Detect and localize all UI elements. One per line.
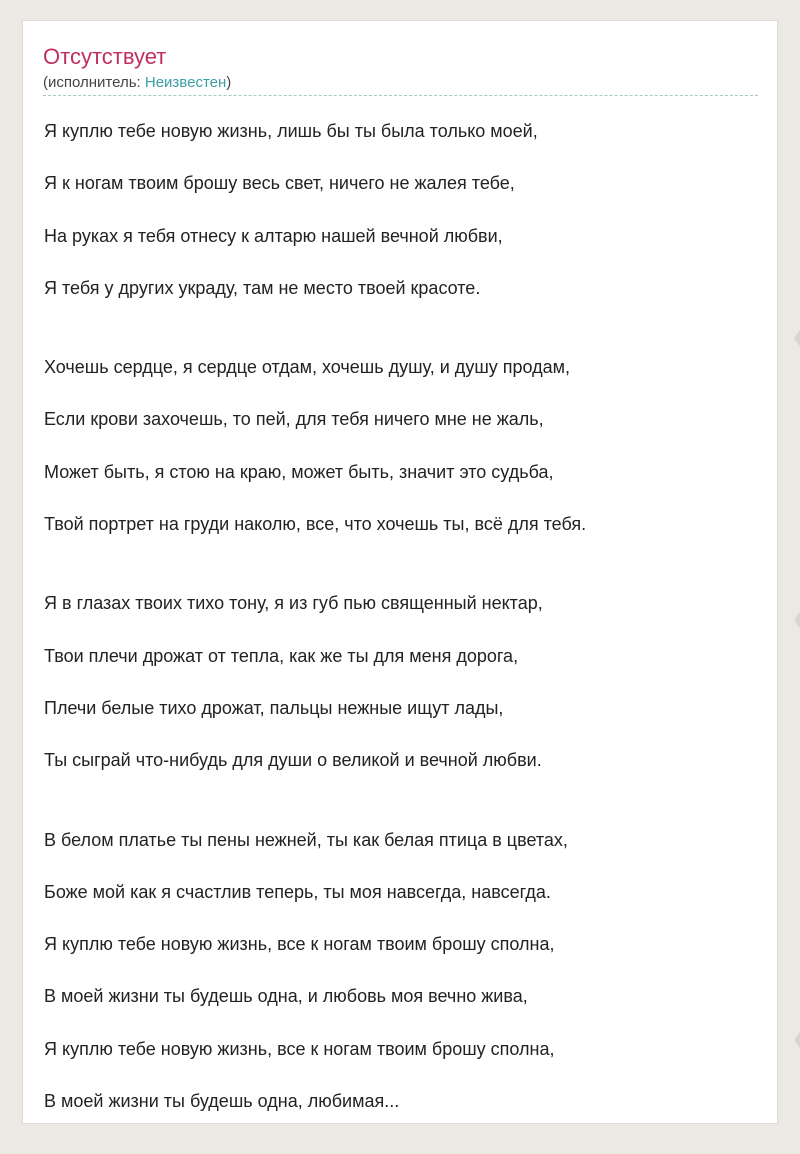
lyric-line: Я тебя у других украду, там не место твоей красоте. bbox=[44, 277, 481, 298]
lyric-line: Плечи белые тихо дрожат, пальцы нежные ищут лады, bbox=[44, 697, 504, 718]
verse-2 bbox=[44, 341, 764, 550]
verse-1 bbox=[44, 105, 764, 314]
verse-3 bbox=[44, 577, 764, 786]
artist-suffix: ) bbox=[226, 74, 232, 91]
lyric-line: Я в глазах твоих тихо тону, я из губ пью священный нектар, bbox=[44, 593, 543, 614]
lyric-line: Я куплю тебе новую жизнь, все к ногам твоим брошу сполна, bbox=[44, 1038, 555, 1059]
lyric-line: Если крови захочешь, то пей, для тебя ничего мне не жаль, bbox=[44, 409, 544, 430]
lyric-line: Ты сыграй что-нибудь для души о великой и вечной любви. bbox=[44, 750, 542, 771]
song-header bbox=[43, 41, 758, 96]
lyric-line: Твой портрет на груди наколю, все, что хочешь ты, всё для тебя. bbox=[44, 514, 587, 535]
lyric-line: Может быть, я стою на краю, может быть, значит это судьба, bbox=[44, 461, 554, 482]
lyrics-card bbox=[22, 20, 778, 1124]
page-edge-mark bbox=[792, 1032, 800, 1048]
artist-prefix: (исполнитель: bbox=[43, 74, 145, 91]
artist-line bbox=[43, 73, 758, 93]
lyric-line: Я к ногам твоим брошу весь свет, ничего не жалея тебе, bbox=[44, 173, 515, 194]
lyric-line: Я куплю тебе новую жизнь, лишь бы ты была только моей, bbox=[44, 121, 538, 141]
lyrics-body bbox=[44, 105, 764, 1154]
lyric-line: Боже мой как я счастлив теперь, ты моя навсегда, навсегда. bbox=[44, 881, 551, 902]
page-edge-mark bbox=[792, 612, 800, 628]
lyric-line: В белом платье ты пены нежней, ты как белая птица в цветах, bbox=[44, 829, 568, 850]
song-title: Отсутствует bbox=[43, 44, 167, 69]
artist-link[interactable]: Неизвестен bbox=[144, 74, 227, 91]
lyric-line: На руках я тебя отнесу к алтарю нашей вечной любви, bbox=[44, 225, 503, 246]
lyric-line: В моей жизни ты будешь одна, любимая... bbox=[44, 1091, 400, 1112]
lyric-line: Я куплю тебе новую жизнь, все к ногам твоим брошу сполна, bbox=[44, 934, 555, 955]
lyric-line: Твои плечи дрожат от тепла, как же ты для меня дорога, bbox=[44, 645, 519, 666]
lyric-line: В моей жизни ты будешь одна, и любовь моя вечно жива, bbox=[44, 986, 528, 1007]
lyric-line: Хочешь сердце, я сердце отдам, хочешь душу, и душу продам, bbox=[44, 357, 571, 378]
page-edge-mark bbox=[792, 330, 800, 346]
verse-4 bbox=[44, 814, 764, 1128]
